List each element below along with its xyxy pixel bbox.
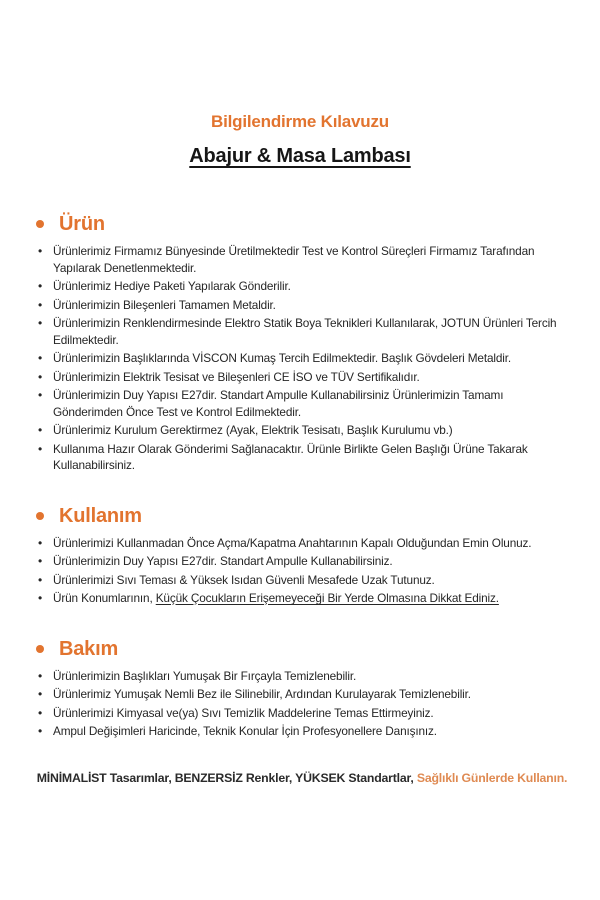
list-item-text: Ürün Konumlarının, — [53, 591, 156, 605]
list-item: • Ürünlerimizin Elektrik Tesisat ve Bileşenleri CE İSO ve TÜV Sertifikalıdır. — [36, 369, 564, 386]
section-heading-label: Bakım — [59, 637, 119, 660]
list-item — [36, 590, 564, 607]
section-bullet-icon — [36, 220, 44, 228]
section-heading-urun — [36, 212, 564, 236]
list-item: • Ürünlerimiz Kurulum Gerektirmez (Ayak, Elektrik Tesisatı, Başlık Kurulumu vb.) — [36, 422, 564, 439]
bullet-list-kullanim — [36, 535, 564, 607]
document-header — [36, 112, 564, 168]
section-heading-bakim — [36, 637, 564, 661]
list-item: • Ürünlerimizi Kullanmadan Önce Açma/Kapatma Anahtarının Kapalı Olduğundan Emin Olunuz. — [36, 535, 564, 552]
list-item: • Ürünlerimizin Başlıklarında VİSCON Kumaş Tercih Edilmektedir. Başlık Gövdeleri Metaldir. — [36, 350, 564, 367]
footer-emphasis-text: MİNİMALİST Tasarımlar, BENZERSİZ Renkler, YÜKSEK Standartlar, — [36, 770, 414, 785]
bullet-list-bakim — [36, 668, 564, 740]
guide-title: Bilgilendirme Kılavuzu — [211, 112, 389, 131]
section-urun — [36, 212, 564, 474]
list-item: • Ürünlerimiz Firmamız Bünyesinde Üretilmektedir Test ve Kontrol Süreçleri Firmamız Tarafından Yapılarak Denetlenmektedir. — [36, 243, 564, 276]
list-item: • Ürünlerimizin Bileşenleri Tamamen Metaldir. — [36, 297, 564, 314]
section-bullet-icon — [36, 512, 44, 520]
list-item: • Ürünlerimizin Duy Yapısı E27dir. Standart Ampulle Kullanabilirsiniz Ürünlerimizin Tamamı Gönderimden Önce Test ve Kontrol Edilmektedir. — [36, 387, 564, 420]
list-item: • Ampul Değişimleri Haricinde, Teknik Konular İçin Profesyonellere Danışınız. — [36, 723, 564, 740]
section-heading-label: Ürün — [59, 213, 105, 235]
list-item: • Ürünlerimizi Sıvı Teması & Yüksek Isıdan Güvenli Mesafede Uzak Tutunuz. — [36, 572, 564, 589]
section-kullanim — [36, 504, 564, 607]
section-heading-kullanim — [36, 504, 564, 528]
product-title: Abajur & Masa Lambası — [189, 145, 411, 167]
section-bakim — [36, 637, 564, 740]
list-item: • Ürünlerimizin Başlıkları Yumuşak Bir Fırçayla Temizlenebilir. — [36, 668, 564, 685]
list-item: • Ürünlerimizin Duy Yapısı E27dir. Standart Ampulle Kullanabilirsiniz. — [36, 553, 564, 570]
bullet-list-urun — [36, 243, 564, 474]
list-item-underlined-text: Küçük Çocukların Erişemeyeceği Bir Yerde Olmasına Dikkat Ediniz. — [155, 591, 499, 605]
list-item: • Ürünlerimiz Hediye Paketi Yapılarak Gönderilir. — [36, 278, 564, 295]
list-item: • Ürünlerimizi Kimyasal ve(ya) Sıvı Temizlik Maddelerine Temas Ettirmeyiniz. — [36, 705, 564, 722]
section-bullet-icon — [36, 645, 44, 653]
section-heading-label: Kullanım — [59, 504, 142, 527]
footer-accent-text: Sağlıklı Günlerde Kullanın. — [416, 770, 568, 785]
list-item: • Kullanıma Hazır Olarak Gönderimi Sağlanacaktır. Ürünle Birlikte Gelen Başlığı Ürüne Takarak Kullanabilirsiniz. — [36, 441, 564, 474]
list-item: • Ürünlerimiz Yumuşak Nemli Bez ile Silinebilir, Ardından Kurulayarak Temizlenebilir. — [36, 686, 564, 703]
footer-tagline — [32, 770, 572, 786]
list-item: • Ürünlerimizin Renklendirmesinde Elektro Statik Boya Teknikleri Kullanılarak, JOTUN Ürünleri Tercih Edilmektedir. — [36, 315, 564, 348]
